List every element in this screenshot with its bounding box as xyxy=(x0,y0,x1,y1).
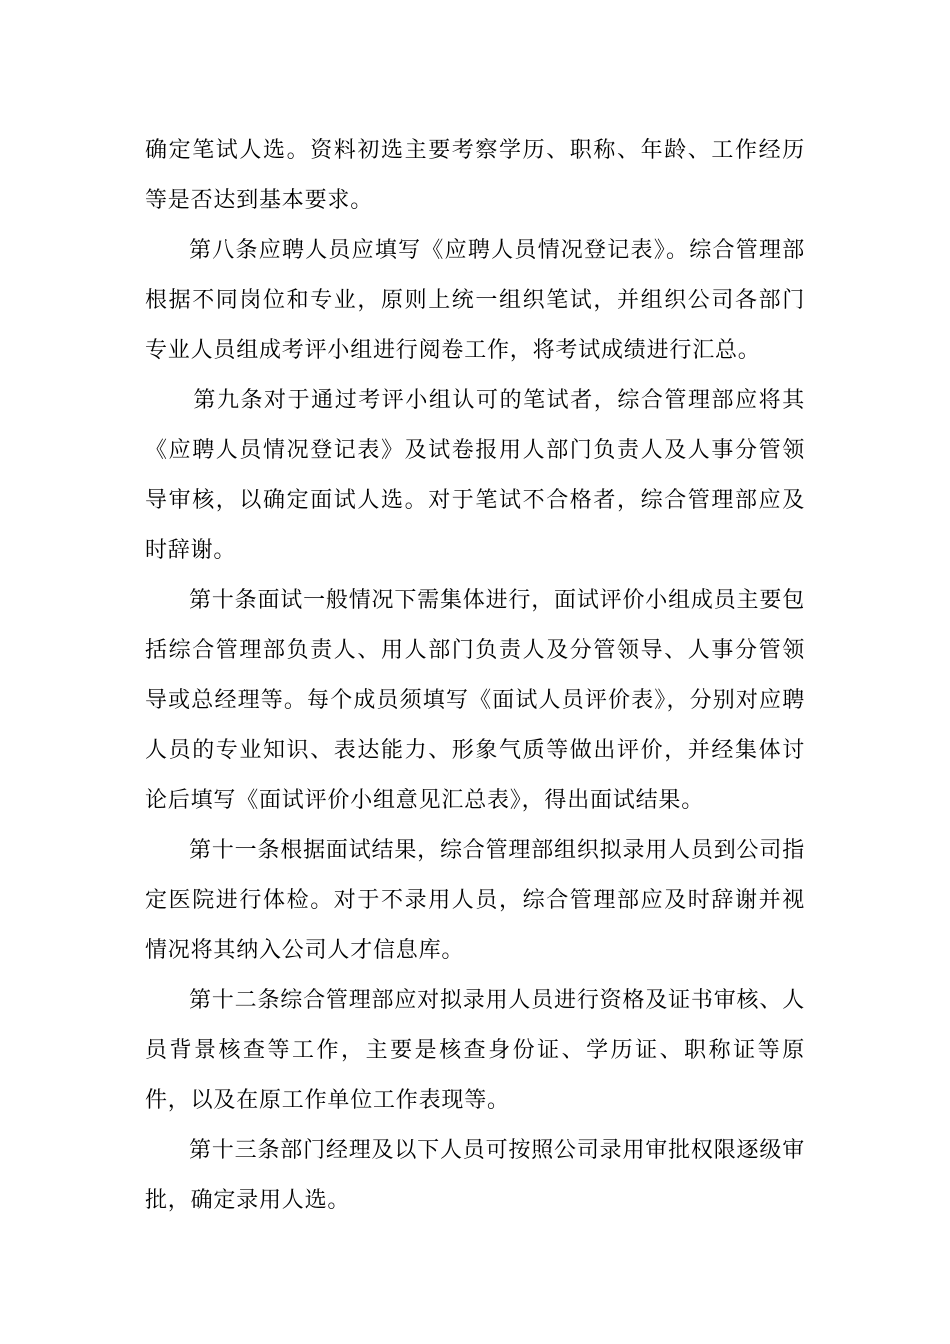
paragraph-article-8: 第八条应聘人员应填写《应聘人员情况登记表》。综合管理部根据不同岗位和专业，原则上统一组织笔试，并组织公司各部门专业人员组成考评小组进行阅卷工作，将考试成绩进行汇总。 xyxy=(145,238,805,363)
paragraph-article-12: 第十二条综合管理部应对拟录用人员进行资格及证书审核、人员背景核查等工作，主要是核查身份证、学历证、职称证等原件，以及在原工作单位工作表现等。 xyxy=(145,988,805,1113)
paragraph-article-11: 第十一条根据面试结果，综合管理部组织拟录用人员到公司指定医院进行体检。对于不录用人员，综合管理部应及时辞谢并视情况将其纳入公司人才信息库。 xyxy=(145,838,805,963)
paragraph-article-13: 第十三条部门经理及以下人员可按照公司录用审批权限逐级审批，确定录用人选。 xyxy=(145,1138,805,1213)
paragraph-continuation: 确定笔试人选。资料初选主要考察学历、职称、年龄、工作经历等是否达到基本要求。 xyxy=(145,138,805,213)
document-body xyxy=(145,126,805,1226)
paragraph-article-10: 第十条面试一般情况下需集体进行，面试评价小组成员主要包括综合管理部负责人、用人部门负责人及分管领导、人事分管领导或总经理等。每个成员须填写《面试人员评价表》，分别对应聘人员的专业知识、表达能力、形象气质等做出评价，并经集体讨论后填写《面试评价小组意见汇总表》，得出面试结果。 xyxy=(145,588,805,813)
paragraph-article-9: 第九条对于通过考评小组认可的笔试者，综合管理部应将其《应聘人员情况登记表》及试卷报用人部门负责人及人事分管领导审核，以确定面试人选。对于笔试不合格者，综合管理部应及时辞谢。 xyxy=(145,388,805,563)
